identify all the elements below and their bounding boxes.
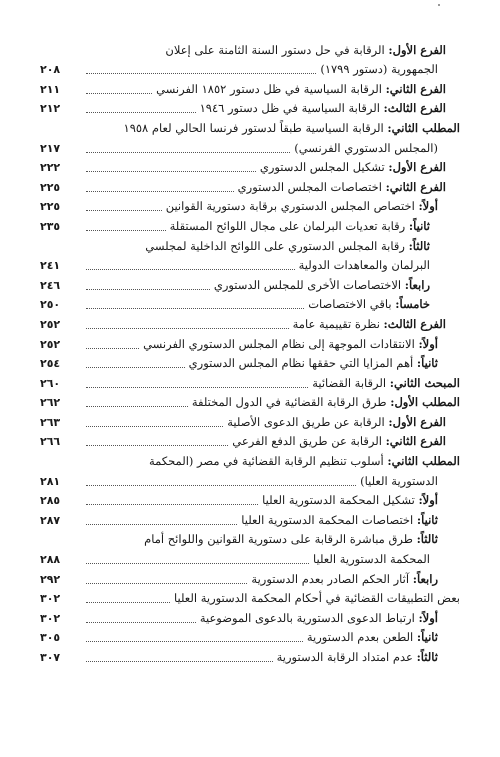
toc-entry-heading: الفرع الثالث: bbox=[383, 316, 446, 331]
page-number: ٢٥٤ bbox=[40, 357, 61, 371]
toc-entry bbox=[40, 177, 460, 197]
toc-entry-text: الرقابة السياسية في ظل دستور ١٩٤٦ bbox=[199, 101, 384, 116]
toc-entry-label bbox=[313, 550, 430, 569]
toc-entry-label bbox=[251, 570, 438, 589]
toc-entry-text: المحكمة الدستورية العليا bbox=[313, 552, 430, 567]
page-number: ٢٦٢ bbox=[40, 396, 61, 410]
toc-entry bbox=[40, 471, 460, 491]
toc-entry bbox=[40, 216, 460, 236]
toc-entry-heading: خامساً: bbox=[395, 297, 430, 312]
toc-entry-label bbox=[320, 60, 438, 79]
toc-entry-heading: رابعاً: bbox=[412, 571, 438, 586]
toc-entry bbox=[40, 549, 460, 569]
toc-entry bbox=[40, 295, 460, 315]
dot-leader bbox=[86, 93, 152, 94]
toc-entry-text: الرقابة عن طريق الدفع الفرعي bbox=[232, 434, 386, 449]
toc-entry-label bbox=[227, 413, 446, 432]
toc-entry-heading: ثانياً: bbox=[416, 356, 438, 371]
dot-leader bbox=[86, 445, 228, 446]
toc-entry bbox=[40, 569, 460, 589]
toc-entry-text: الدستورية العليا) bbox=[360, 473, 438, 488]
toc-entry-label bbox=[200, 609, 438, 628]
dot-leader bbox=[86, 524, 237, 525]
toc-entry-label bbox=[232, 432, 446, 451]
toc-entry-heading: ثالثاً: bbox=[416, 532, 438, 547]
toc-entry-text: نظرة تقييمية عامة bbox=[292, 316, 384, 331]
dot-leader bbox=[86, 73, 316, 74]
toc-entry-heading: المطلب الثاني: bbox=[387, 120, 460, 135]
dot-leader bbox=[86, 661, 273, 662]
toc-entry-label bbox=[192, 393, 460, 412]
toc-entry-heading: الفرع الثاني: bbox=[385, 81, 446, 96]
page-number: ٢٨٧ bbox=[40, 513, 61, 527]
page-number: ٢١٧ bbox=[40, 141, 61, 155]
toc-entry bbox=[40, 236, 460, 256]
toc-entry bbox=[40, 118, 460, 138]
page-number: ٣٠٥ bbox=[40, 631, 61, 645]
toc-entry-text: آثار الحكم الصادر بعدم الدستورية bbox=[251, 571, 413, 586]
toc-entry-label bbox=[174, 589, 460, 608]
toc-entry bbox=[40, 138, 460, 158]
toc-entry-text: بعض التطبيقات القضائية في أحكام المحكمة الدستورية العليا bbox=[174, 591, 460, 606]
page-number: ٢٥٠ bbox=[40, 298, 61, 312]
page-number: ٢٥٢ bbox=[40, 317, 61, 331]
toc-entry-text: ارتباط الدعوى الدستورية بالدعوى الموضوعية bbox=[199, 610, 419, 625]
table-of-contents bbox=[40, 40, 460, 667]
toc-entry-text: الانتقادات الموجهة إلى نظام المجلس الدستوري الفرنسي bbox=[143, 336, 419, 351]
toc-entry-heading: ثالثاً: bbox=[416, 650, 438, 664]
toc-entry-heading: المطلب الثاني: bbox=[387, 454, 460, 469]
toc-entry-text: الطعن بعدم الدستورية bbox=[306, 630, 417, 645]
page-number: ٣٠٢ bbox=[40, 611, 61, 625]
dot-leader bbox=[86, 328, 289, 329]
toc-entry-label bbox=[200, 99, 446, 118]
toc-entry-heading: ثانياً: bbox=[408, 218, 430, 233]
toc-entry bbox=[40, 60, 460, 80]
dot-leader bbox=[86, 485, 356, 486]
toc-entry-label bbox=[156, 80, 446, 99]
toc-entry-label bbox=[165, 41, 446, 60]
toc-entry bbox=[40, 608, 460, 628]
toc-entry-text: باقي الاختصاصات bbox=[308, 297, 396, 312]
toc-entry-label bbox=[149, 452, 460, 471]
toc-entry bbox=[40, 256, 460, 276]
page-number: ٢١٢ bbox=[40, 102, 61, 116]
toc-entry-text: أهم المزايا التي حققها نظام المجلس الدستوري bbox=[188, 356, 417, 371]
toc-entry-text: أسلوب تنظيم الرقابة القضائية في مصر (المحكمة bbox=[148, 454, 388, 469]
page-number: ٣٠٢ bbox=[40, 592, 61, 606]
page-number: ٣٠٧ bbox=[40, 651, 61, 664]
toc-entry bbox=[40, 628, 460, 648]
toc-entry-label bbox=[238, 178, 446, 197]
toc-entry-text: (المجلس الدستوري الفرنسي) bbox=[294, 140, 438, 155]
toc-entry bbox=[40, 158, 460, 178]
toc-entry bbox=[40, 197, 460, 217]
page-number: ٢٦٣ bbox=[40, 415, 61, 429]
toc-entry-heading: الفرع الأول: bbox=[388, 414, 446, 429]
toc-entry-heading: رابعاً: bbox=[404, 277, 430, 292]
dot-leader bbox=[86, 269, 295, 270]
toc-entry bbox=[40, 412, 460, 432]
toc-entry bbox=[40, 354, 460, 374]
dot-leader bbox=[86, 563, 309, 564]
toc-entry-label bbox=[294, 139, 438, 158]
page-number: ٢٨٨ bbox=[40, 553, 61, 567]
dot-leader bbox=[86, 289, 210, 290]
toc-entry-heading: ثانياً: bbox=[416, 630, 438, 645]
toc-entry-text: رقابة تعديات البرلمان على مجال اللوائح المستقلة bbox=[169, 218, 409, 233]
toc-entry-text: الجمهورية (دستور ١٧٩٩) bbox=[320, 62, 438, 77]
toc-entry-label bbox=[260, 158, 446, 177]
toc-entry-heading: أولاً: bbox=[418, 199, 438, 214]
dot-leader bbox=[86, 622, 196, 623]
toc-entry bbox=[40, 589, 460, 609]
page-number: ٢٢٥ bbox=[40, 200, 61, 214]
dot-leader bbox=[86, 387, 308, 388]
toc-entry bbox=[40, 647, 460, 667]
dot-leader bbox=[86, 191, 234, 192]
page-number: ٢٢٢ bbox=[40, 161, 61, 175]
dot-leader bbox=[86, 348, 139, 349]
dot-leader bbox=[86, 152, 290, 153]
toc-entry-label bbox=[277, 648, 438, 667]
toc-entry-heading: الفرع الثاني: bbox=[385, 434, 446, 449]
toc-entry bbox=[40, 530, 460, 550]
page-number: ٢٤٦ bbox=[40, 278, 61, 292]
toc-entry bbox=[40, 79, 460, 99]
page-number: ٢٦٠ bbox=[40, 376, 61, 390]
toc-entry bbox=[40, 40, 460, 60]
page-number: ٢٤١ bbox=[40, 259, 61, 273]
toc-entry-heading: الفرع الثاني: bbox=[385, 179, 446, 194]
toc-entry bbox=[40, 393, 460, 413]
toc-entry-text: الرقابة السياسية طبقاً لدستور فرنسا الحالي لعام ١٩٥٨ bbox=[123, 120, 388, 135]
toc-entry-text: تشكيل المحكمة الدستورية العليا bbox=[262, 493, 419, 508]
dot-leader bbox=[86, 112, 196, 113]
toc-entry bbox=[40, 314, 460, 334]
toc-entry bbox=[40, 334, 460, 354]
toc-entry-text: اختصاصات المجلس الدستوري bbox=[237, 179, 386, 194]
toc-entry-label bbox=[299, 256, 430, 275]
dot-leader bbox=[86, 210, 162, 211]
toc-entry bbox=[40, 275, 460, 295]
toc-entry-label bbox=[312, 374, 460, 393]
toc-entry-heading: الفرع الأول: bbox=[388, 160, 446, 175]
page-number: ٢٢٥ bbox=[40, 180, 61, 194]
toc-entry-heading: ثانياً: bbox=[416, 512, 438, 527]
dot-leader bbox=[86, 230, 166, 231]
toc-entry-text: الرقابة القضائية bbox=[312, 375, 390, 390]
page-number: ٢٠٨ bbox=[40, 63, 61, 77]
toc-entry bbox=[40, 432, 460, 452]
page-number: ٢٨٥ bbox=[40, 494, 61, 508]
page-number: ٢٣٥ bbox=[40, 219, 61, 233]
scan-speck bbox=[438, 4, 440, 6]
page-number: ٢١١ bbox=[40, 82, 61, 96]
toc-entry-heading: أولاً: bbox=[418, 336, 438, 351]
toc-entry-text: الاختصاصات الأخرى للمجلس الدستوري bbox=[213, 277, 405, 292]
toc-entry-text: الرقابة عن طريق الدعوى الأصلية bbox=[227, 414, 389, 429]
dot-leader bbox=[86, 504, 258, 505]
toc-entry-label bbox=[144, 530, 438, 549]
page-number: ٢٦٦ bbox=[40, 435, 61, 449]
toc-entry-heading: المبحث الثاني: bbox=[389, 375, 460, 390]
toc-entry bbox=[40, 491, 460, 511]
toc-entry-label bbox=[145, 237, 430, 256]
toc-entry-heading: المطلب الأول: bbox=[390, 395, 460, 410]
toc-entry-text: طرق الرقابة القضائية في الدول المختلفة bbox=[191, 395, 391, 410]
toc-entry bbox=[40, 510, 460, 530]
dot-leader bbox=[86, 367, 185, 368]
toc-entry bbox=[40, 451, 460, 471]
dot-leader bbox=[86, 308, 304, 309]
toc-entry-label bbox=[166, 197, 438, 216]
toc-entry-label bbox=[143, 335, 438, 354]
dot-leader bbox=[86, 583, 247, 584]
toc-entry-heading: أولاً: bbox=[418, 493, 438, 508]
toc-entry-heading: الفرع الأول: bbox=[388, 42, 446, 57]
toc-entry-label bbox=[170, 217, 430, 236]
toc-entry-heading: أولاً: bbox=[418, 610, 438, 625]
toc-entry-text: عدم امتداد الرقابة الدستورية bbox=[276, 650, 417, 664]
toc-entry-label bbox=[241, 511, 438, 530]
toc-entry bbox=[40, 99, 460, 119]
toc-entry-label bbox=[214, 276, 430, 295]
toc-entry-text: الرقابة في حل دستور السنة الثامنة على إعلان bbox=[165, 42, 389, 57]
dot-leader bbox=[86, 171, 256, 172]
toc-entry-label bbox=[189, 354, 438, 373]
dot-leader bbox=[86, 406, 188, 407]
toc-entry-heading: ثالثاً: bbox=[408, 238, 430, 253]
page-number: ٢٩٢ bbox=[40, 572, 61, 586]
toc-entry-label bbox=[293, 315, 446, 334]
dot-leader bbox=[86, 602, 170, 603]
toc-entry-label bbox=[124, 119, 460, 138]
toc-entry-label bbox=[360, 472, 438, 491]
toc-entry-text: الرقابة السياسية في ظل دستور ١٨٥٢ الفرنسي bbox=[156, 81, 386, 96]
toc-entry-text: البرلمان والمعاهدات الدولية bbox=[298, 258, 430, 273]
toc-entry-label bbox=[307, 628, 438, 647]
toc-entry-label bbox=[262, 491, 438, 510]
toc-entry-label bbox=[308, 295, 430, 314]
toc-entry-text: اختصاصات المحكمة الدستورية العليا bbox=[241, 512, 417, 527]
toc-entry bbox=[40, 373, 460, 393]
toc-entry-heading: الفرع الثالث: bbox=[383, 101, 446, 116]
dot-leader bbox=[86, 641, 303, 642]
toc-entry-text: اختصاص المجلس الدستوري برقابة دستورية القوانين bbox=[165, 199, 419, 214]
toc-entry-text: رقابة المجلس الدستوري على اللوائح الداخلية لمجلسي bbox=[145, 238, 409, 253]
page-number: ٢٥٢ bbox=[40, 337, 61, 351]
dot-leader bbox=[86, 426, 223, 427]
page-number: ٢٨١ bbox=[40, 474, 61, 488]
toc-entry-text: طرق مباشرة الرقابة على دستورية القوانين واللوائح أمام bbox=[144, 532, 417, 547]
toc-entry-text: تشكيل المجلس الدستوري bbox=[259, 160, 389, 175]
